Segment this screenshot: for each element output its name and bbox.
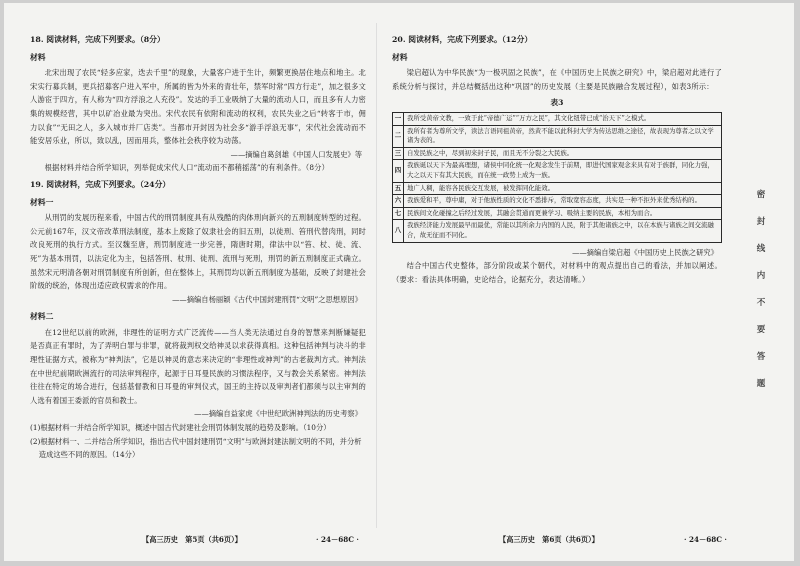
q20-question: 结合中国古代史整体，部分阶段或某个朝代，对材料中的观点提出自己的看法，并加以阐述。（要求：看法具体明确，史论结合，论据充分，表达清晰。）: [392, 261, 722, 284]
table-row-number: 七: [393, 207, 404, 220]
table-row-text: 我族诞以天下为最高理想，诸侯中同化统一化观念发生于前期，即进代国家观念来具有对于族群，同化力强，大之以天下有其大民族，而在统一政势上成为一族。: [404, 160, 722, 182]
table-row-text: 我所有者为尊所文学，读法言语同祖黄帝，然黄不能以此科封大学为传达思维之途径，故表现为尊者之以文学诸为表的。: [404, 125, 722, 147]
q18-question: 根据材料并结合所学知识，列举促成宋代人口“流动而不都稍摇荡”的有利条件。（8分）: [44, 163, 330, 173]
table-row-number: 四: [393, 160, 404, 182]
binding-char: 密: [756, 190, 766, 200]
footer-code-p6: · 24－68C ·: [684, 535, 727, 544]
footer-title-p5: 【高三历史 第5页（共6页）】: [142, 535, 242, 544]
table-row-text: 自发民族之中，尽到初来封子民，而且无不分裂之大民族。: [404, 147, 722, 160]
q19-material1-text: 从刑罚的发展历程来看，中国古代的刑罚制度具有从残酷的肉体刑向新兴的五刑制度转型的过程。公元前167年，汉文帝改革刑法制度，基本上废除了奴隶社会的旧五刑，以徒刑、笞刑代替肉刑，同时改良死刑的执行方式。至汉魏至唐，刑罚制度进一步完善，隋唐时期，律法中以“笞、杖、徒、流、死”为基本刑罚，以法定化为主，包括答刑、杖刑、徒刑、流刑与死刑，刑罚的新五刑制度正式确立。虽然宋元明清各朝对刑罚制度有所创新，但在整体上，其刑罚均以新五刑制度为基础，反映了封建社会阶级的统治，体现出适应政权需求的作用。: [30, 213, 366, 291]
right-page: [392, 33, 722, 286]
q19-material1-source: ——摘编自杨丽颖《古代中国封建刑罚“文明”之思想原因》: [172, 294, 362, 304]
table-row-text: 我族爱和平，尊中庸，对于他族性质的文化不悉排斥，常取宽容态度，共实是一种不拒外来优秀结构的。: [404, 195, 722, 208]
table-row: [393, 147, 722, 160]
q18-title: 18. 阅读材料，完成下列要求。（8分）: [30, 35, 165, 44]
table-3: [392, 112, 722, 243]
table-row-number: 六: [393, 195, 404, 208]
binding-char: 线: [756, 244, 766, 254]
q18-source: ——摘编自葛剑雄《中国人口发展史》等: [230, 149, 362, 159]
table-row-number: 三: [393, 147, 404, 160]
page-divider: [376, 23, 377, 528]
table-row: [393, 125, 722, 147]
binding-char: 答: [756, 352, 766, 362]
binding-char: 要: [756, 325, 766, 335]
table-row-text: 我所受黄帝文教，一致于此“帝德广运”“万方之民”，其文化纽带已成“治天下”之模式。: [404, 112, 722, 125]
table-row-number: 八: [393, 220, 404, 242]
q19-material2-label: 材料二: [30, 312, 54, 322]
binding-char: 题: [756, 379, 766, 389]
q18-material-label: 材料: [30, 52, 46, 62]
binding-margin-text: [753, 188, 769, 404]
q19-sub-question-1: (1)根据材料一并结合所学知识，概述中国古代封建社会刑罚体制发展的趋势及影响。（10分）: [30, 423, 331, 433]
binding-char: 封: [756, 217, 766, 227]
table-row-number: 二: [393, 125, 404, 147]
exam-sheet: [4, 3, 794, 561]
q18-material-text: 北宋出现了农民“轻多应家，迭去千里”的现象，大量客户进于生计，频繁更换居住地点和地主。北宋实行募兵制，更兵招募客户进入军中，所属的皆为外来的青壮年，禁军时常“四方行走”，加之很多文人游宦于四方，有人称为“四方浮浪之人充役”。发达的手工业吸纳了大量的流动人口，而且多有人力密集的规模经营，其中以矿冶业最为突出。宋代农民有依附和流动的权利，农民失业之后“转客于市，佣力以食”“无田之人，多入城市并厂店类”。当都市开封因为社会多“游手浮浪无事”，宋代社会流动而不能安居乐业，所以，致以乱，因而用兵，整体社会秩序较为动荡。: [30, 68, 366, 146]
q20-source: ——摘编自梁启超《中国历史上民族之研究》: [572, 247, 718, 257]
table-row-text: 地广人稠，能容各民族交互发展，被发挥同化能效。: [404, 182, 722, 195]
q19-material2-text: 在12世纪以前的欧洲，非理性的证明方式广泛流传——当人类无法通过自身的智慧来判断嫌疑犯是否真正有罪时，为了弄明白罪与非罪，就将裁判权交给神灵以求获得真相。这种包括神判与决斗的非理性证据方式，被称为“神判法”，它是以神灵的意志来决定的“非理性或神判”的古老裁判方式。神判法在中世纪前期欧洲流行的司法审判程序，起源于日耳曼民族的习惯法程序，又与教会关系紧密。神判法往往在特定的场合进行，包括基督教和日耳曼的审判仪式，国王的主持以及审判者们都须与以主审判的人选有着国王委派的官员和教士。: [30, 327, 366, 405]
table-row: [393, 195, 722, 208]
q20-title: 20. 阅读材料，完成下列要求。（12分）: [392, 35, 533, 44]
q19-sub-question-2: (2)根据材料一、二并结合所学知识，指出古代中国封建刑罚“文明”与欧洲封建法制文明的不同，并分析造成这些不同的原因。（14分）: [30, 436, 362, 460]
table-row-number: 一: [393, 112, 404, 125]
table-caption: 表3: [550, 98, 564, 108]
q19-material2-source: ——摘编自益家虎《中世纪欧洲神判法的历史考察》: [194, 409, 362, 419]
table-row: [393, 182, 722, 195]
q19-material1-label: 材料一: [30, 197, 54, 207]
table-row-text: 我族经济能力发展最早而最优，常能以其所余力内国的人民，附于其他诸族之中，以在本族与诸族之间交流融合，故无征而不同化。: [404, 220, 722, 242]
q20-material-label: 材料: [392, 52, 408, 62]
q19-title: 19. 阅读材料，完成下列要求。（24分）: [30, 179, 171, 189]
left-page: [30, 33, 366, 462]
binding-char: 不: [756, 298, 766, 308]
table-row: [393, 112, 722, 125]
table-row-number: 五: [393, 182, 404, 195]
binding-char: 内: [756, 271, 766, 281]
table-row: [393, 160, 722, 182]
footer-code-p5: · 24－68C ·: [316, 535, 359, 544]
table-row-text: 民族间文化碰撞之后经过发展，其融会贯通而更兼学习、吸纳主要的民族，本相为而合。: [404, 207, 722, 220]
table-row: [393, 207, 722, 220]
q20-intro: 梁启超认为中华民族“为一极巩固之民族”，在《中国历史上民族之研究》中，梁启超对此进行了系统分析与探讨，并总结概括出这种“巩固”的历史发展（主要是民族融合发展过程），如表3所示：: [392, 68, 722, 91]
footer-title-p6: 【高三历史 第6页（共6页）】: [499, 535, 599, 544]
table-row: [393, 220, 722, 242]
